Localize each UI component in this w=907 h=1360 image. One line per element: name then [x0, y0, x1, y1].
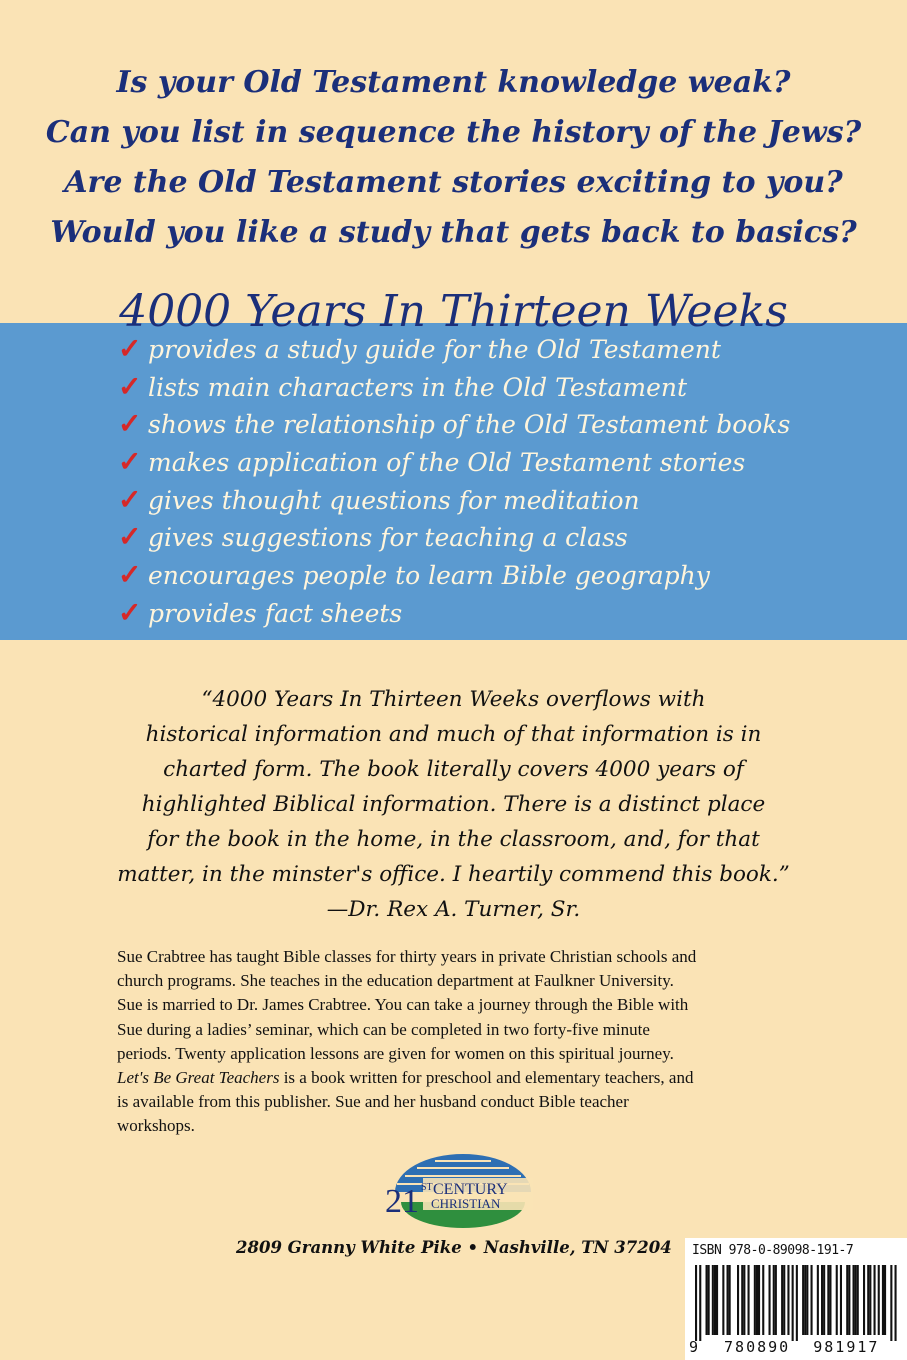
barcode-bar — [836, 1265, 838, 1335]
book-title: 4000 Years In Thirteen Weeks — [119, 286, 788, 337]
barcode-bar — [796, 1265, 798, 1341]
barcode-bar — [857, 1265, 859, 1335]
barcode-bar — [846, 1265, 848, 1335]
feature-text: shows the relationship of the Old Testament books — [148, 410, 791, 440]
bio-line: Sue is married to Dr. James Crabtree. You can take a journey through the Bible with — [117, 995, 689, 1015]
barcode-bar — [827, 1265, 829, 1335]
feature-item — [118, 556, 790, 594]
barcode-bar — [714, 1265, 716, 1335]
quote-line: charted form. The book literally covers 4000 years of — [163, 757, 744, 782]
barcode-bar — [848, 1265, 850, 1335]
author-bio — [117, 945, 807, 1139]
barcode-bar — [853, 1265, 855, 1335]
bio-line: Sue during a ladies’ seminar, which can be completed in two forty-five minute — [117, 1019, 650, 1039]
barcode-bar — [829, 1265, 831, 1335]
barcode-bar — [823, 1265, 825, 1335]
feature-item — [118, 405, 790, 443]
barcode-bar — [781, 1265, 783, 1335]
question-line: Is your Old Testament knowledge weak? — [116, 65, 791, 100]
checkmark-icon: ✓ — [118, 558, 142, 592]
checkmark-icon: ✓ — [118, 369, 142, 403]
quote-line: matter, in the minster's office. I heartily commend this book.” — [117, 862, 790, 887]
barcode-bar — [706, 1265, 708, 1335]
checkmark-icon: ✓ — [118, 595, 142, 629]
barcode-bar — [716, 1265, 718, 1335]
question-line: Would you like a study that gets back to basics? — [50, 215, 857, 250]
question-block — [0, 58, 907, 258]
barcode-bar — [869, 1265, 871, 1335]
barcode-bar — [806, 1265, 808, 1335]
feature-item — [118, 594, 790, 632]
bio-line: workshops. — [117, 1116, 195, 1136]
checkmark-icon: ✓ — [118, 332, 142, 365]
barcode-bar — [884, 1265, 886, 1335]
isbn-label: ISBN 978-0-89098-191-7 — [692, 1243, 854, 1258]
barcode-bar — [792, 1265, 794, 1341]
barcode-bar — [743, 1265, 745, 1335]
barcode-bar — [802, 1265, 804, 1335]
barcode-bar — [758, 1265, 760, 1335]
checkmark-icon: ✓ — [118, 482, 142, 516]
logo-word-christian: CHRISTIAN — [431, 1196, 501, 1211]
bio-line: church programs. She teaches in the education department at Faulkner University. — [117, 971, 674, 991]
ean-right-group: 981917 — [813, 1338, 880, 1356]
feature-text: provides a study guide for the Old Testament — [148, 335, 721, 364]
endorsement-quote — [100, 682, 807, 927]
barcode-bar — [762, 1265, 764, 1335]
checkmark-icon: ✓ — [118, 445, 142, 479]
checkmark-icon: ✓ — [118, 520, 142, 554]
barcode-bar — [695, 1265, 697, 1341]
checkmark-icon: ✓ — [118, 407, 142, 441]
barcode-area — [685, 1238, 907, 1360]
feature-item — [118, 330, 790, 368]
barcode-bar — [874, 1265, 876, 1335]
barcode-bar — [748, 1265, 750, 1335]
barcode-bar — [783, 1265, 785, 1335]
question-line: Can you list in sequence the history of the Jews? — [45, 115, 862, 150]
barcode-bar — [737, 1265, 739, 1335]
logo-number: 21 — [385, 1183, 419, 1220]
logo-superscript: ST — [421, 1182, 433, 1193]
bio-line — [117, 1066, 807, 1090]
barcode-bar — [821, 1265, 823, 1335]
ean-left-group: 780890 — [724, 1338, 791, 1356]
feature-text: encourages people to learn Bible geography — [148, 561, 710, 591]
feature-item — [118, 443, 790, 481]
barcode-bar — [855, 1265, 857, 1335]
logo-word-century: CENTURY — [433, 1181, 508, 1198]
barcode-bar — [708, 1265, 710, 1335]
barcode-bar — [890, 1265, 892, 1341]
question-line: Are the Old Testament stories exciting to you? — [64, 165, 843, 200]
barcode-bar — [754, 1265, 756, 1335]
barcode-bar — [787, 1265, 789, 1335]
feature-item — [118, 368, 790, 406]
barcode-bar — [811, 1265, 813, 1335]
publisher-logo — [383, 1150, 543, 1230]
bio-line: is available from this publisher. Sue and her husband conduct Bible teacher — [117, 1092, 629, 1112]
ean-digits — [689, 1338, 879, 1356]
barcode-bar — [867, 1265, 869, 1335]
barcode-bar — [727, 1265, 729, 1335]
barcode-bar — [769, 1265, 771, 1335]
barcode-bar — [712, 1265, 714, 1335]
quote-line: for the book in the home, in the classroom, and, for that — [147, 827, 760, 852]
barcode-bar — [775, 1265, 777, 1335]
barcode — [691, 1265, 901, 1345]
feature-list — [118, 330, 790, 632]
quote-line: “4000 Years In Thirteen Weeks overflows with — [201, 687, 706, 712]
barcode-bar — [840, 1265, 842, 1335]
feature-text: lists main characters in the Old Testament — [148, 372, 688, 402]
quote-attribution: —Dr. Rex A. Turner, Sr. — [326, 897, 581, 922]
quote-line: highlighted Biblical information. There is a distinct place — [141, 792, 766, 817]
publisher-address: 2809 Granny White Pike • Nashville, TN 37204 — [236, 1238, 672, 1257]
other-book-title: Let's Be Great Teachers — [117, 1068, 280, 1088]
barcode-bar — [756, 1265, 758, 1335]
barcode-bar — [699, 1265, 701, 1341]
barcode-bar — [722, 1265, 724, 1335]
feature-text: provides fact sheets — [148, 598, 403, 628]
bio-line: Sue Crabtree has taught Bible classes for thirty years in private Christian schools and — [117, 947, 697, 966]
feature-text: gives thought questions for meditation — [148, 485, 640, 515]
barcode-bar — [804, 1265, 806, 1335]
barcode-bar — [773, 1265, 775, 1335]
feature-text: makes application of the Old Testament stories — [148, 448, 746, 478]
barcode-bar — [729, 1265, 731, 1335]
ean-first-digit: 9 — [689, 1338, 699, 1356]
feature-item — [118, 481, 790, 519]
bio-text: is a book written for preschool and elementary teachers, and — [279, 1068, 694, 1088]
barcode-bar — [741, 1265, 743, 1335]
barcode-bar — [817, 1265, 819, 1335]
barcode-bar — [882, 1265, 884, 1335]
barcode-bar — [895, 1265, 897, 1341]
barcode-bar — [863, 1265, 865, 1335]
bio-line: periods. Twenty application lessons are given for women on this spiritual journey. — [117, 1043, 674, 1063]
feature-item — [118, 518, 790, 556]
feature-text: gives suggestions for teaching a class — [148, 523, 628, 553]
quote-line: historical information and much of that information is in — [145, 722, 762, 747]
barcode-bar — [878, 1265, 880, 1335]
